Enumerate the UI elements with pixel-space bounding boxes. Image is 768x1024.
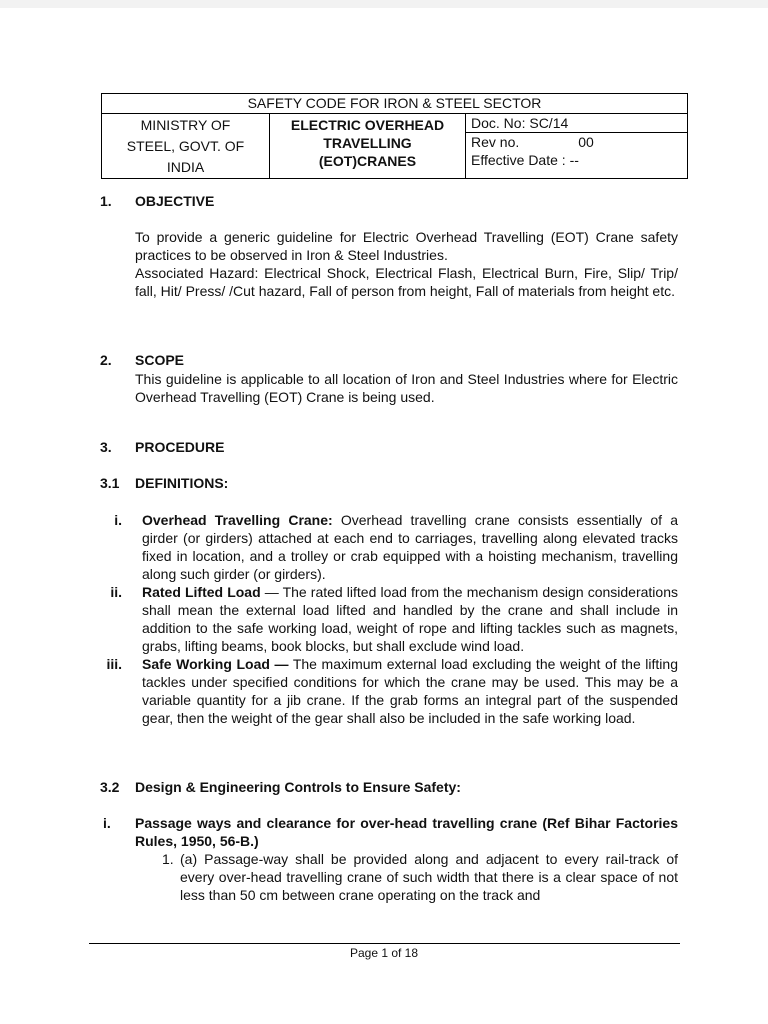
objective-heading (100, 193, 214, 209)
subject-line-1: ELECTRIC OVERHEAD (290, 117, 445, 133)
definitions-heading (100, 475, 228, 491)
rev-value: 00 (578, 134, 594, 150)
subitem-number: 1. (162, 851, 174, 867)
procedure-heading (100, 439, 224, 455)
item-numeral: i. (103, 815, 111, 831)
ministry-cell (102, 114, 270, 179)
section-title: DEFINITIONS: (135, 475, 229, 491)
doc-info-cell (466, 114, 688, 179)
ministry-line-2: STEEL, GOVT. OF (126, 138, 245, 154)
item-numeral: ii. (110, 584, 122, 600)
scope-paragraph: This guideline is applicable to all location of Iron and Steel Industries where for Electric Overhead Travelling (EOT) Crane is being used. (135, 371, 678, 405)
definition-item (100, 655, 678, 727)
definition-item (100, 511, 678, 583)
definition-text: The maximum external load excluding the weight of the lifting tackles under specified conditions for which the crane may be used. This may be a variable quantity for a jib crane. If the grab forms an integral part of the suspended gear, then the weight of the gear shall also be included in the safe working load. (142, 656, 678, 726)
subitem-text: (a) Passage-way shall be provided along and adjacent to every rail-track of every over-head travelling crane of such width that there is a clear space of not less than 50 cm between crane operating on the track and (180, 851, 678, 903)
scope-body (135, 370, 678, 406)
objective-paragraph-1: To provide a generic guideline for Electric Overhead Travelling (EOT) Crane safety practices to be observed in Iron & Steel Industries. (135, 229, 678, 263)
header-title: SAFETY CODE FOR IRON & STEEL SECTOR (102, 94, 688, 114)
revision-block (466, 133, 687, 169)
section-number: 1. (100, 193, 112, 209)
doc-number: Doc. No: SC/14 (466, 114, 687, 133)
page-top-strip (0, 0, 768, 8)
section-title: SCOPE (135, 352, 185, 368)
rev-label: Rev no. (471, 134, 520, 150)
passage-ways-item (100, 814, 678, 850)
design-controls-body (100, 814, 678, 904)
objective-body (135, 228, 678, 300)
passage-ways-subitem (100, 850, 678, 904)
subject-line-2: TRAVELLING (323, 135, 412, 151)
definition-text: — The rated lifted load from the mechanism design considerations shall mean the external load lifted and handled by the crane and shall include in addition to the safe working load, weight of rope and lifting tackles such as magnets, grabs, lifting beams, book blocks, but shall exclude wind load. (142, 584, 678, 654)
subject-line-3: (EOT)CRANES (318, 153, 417, 169)
passage-ways-title: Passage ways and clearance for over-head travelling crane (Ref Bihar Factories Rules, 1950, 56-B.) (135, 815, 678, 849)
subject-cell (270, 114, 466, 179)
section-title: OBJECTIVE (135, 193, 215, 209)
ministry-line-3: INDIA (166, 159, 205, 175)
ministry-line-1: MINISTRY OF (140, 117, 231, 133)
definition-item (100, 583, 678, 655)
definition-term: Safe Working Load — (142, 656, 289, 672)
footer-divider (89, 943, 680, 944)
section-title: Design & Engineering Controls to Ensure Safety: (135, 779, 461, 795)
effective-date: Effective Date : -- (471, 152, 579, 168)
section-title: PROCEDURE (135, 439, 225, 455)
item-numeral: iii. (106, 656, 122, 672)
definition-term: Overhead Travelling Crane: (142, 512, 333, 528)
page-number: Page 1 of 18 (349, 946, 419, 960)
document-header-table (101, 93, 688, 179)
scope-heading (100, 352, 184, 368)
section-number: 3.2 (100, 779, 120, 795)
section-number: 3.1 (100, 475, 120, 491)
section-number: 3. (100, 439, 112, 455)
design-controls-heading (100, 779, 461, 795)
definition-term: Rated Lifted Load (142, 584, 261, 600)
section-number: 2. (100, 352, 112, 368)
objective-paragraph-2: Associated Hazard: Electrical Shock, Electrical Flash, Electrical Burn, Fire, Slip/ Trip/ fall, Hit/ Press/ /Cut hazard, Fall of person from height, Fall of materials from height etc. (135, 265, 678, 299)
definitions-list (100, 511, 678, 727)
item-numeral: i. (114, 512, 122, 528)
definition-text: Overhead travelling crane consists essentially of a girder (or girders) attached at each end to carriages, travelling along elevated tracks fixed in location, and a trolley or crab equipped with a hoisting mechanism, travelling along such girder (or girders). (142, 512, 678, 582)
